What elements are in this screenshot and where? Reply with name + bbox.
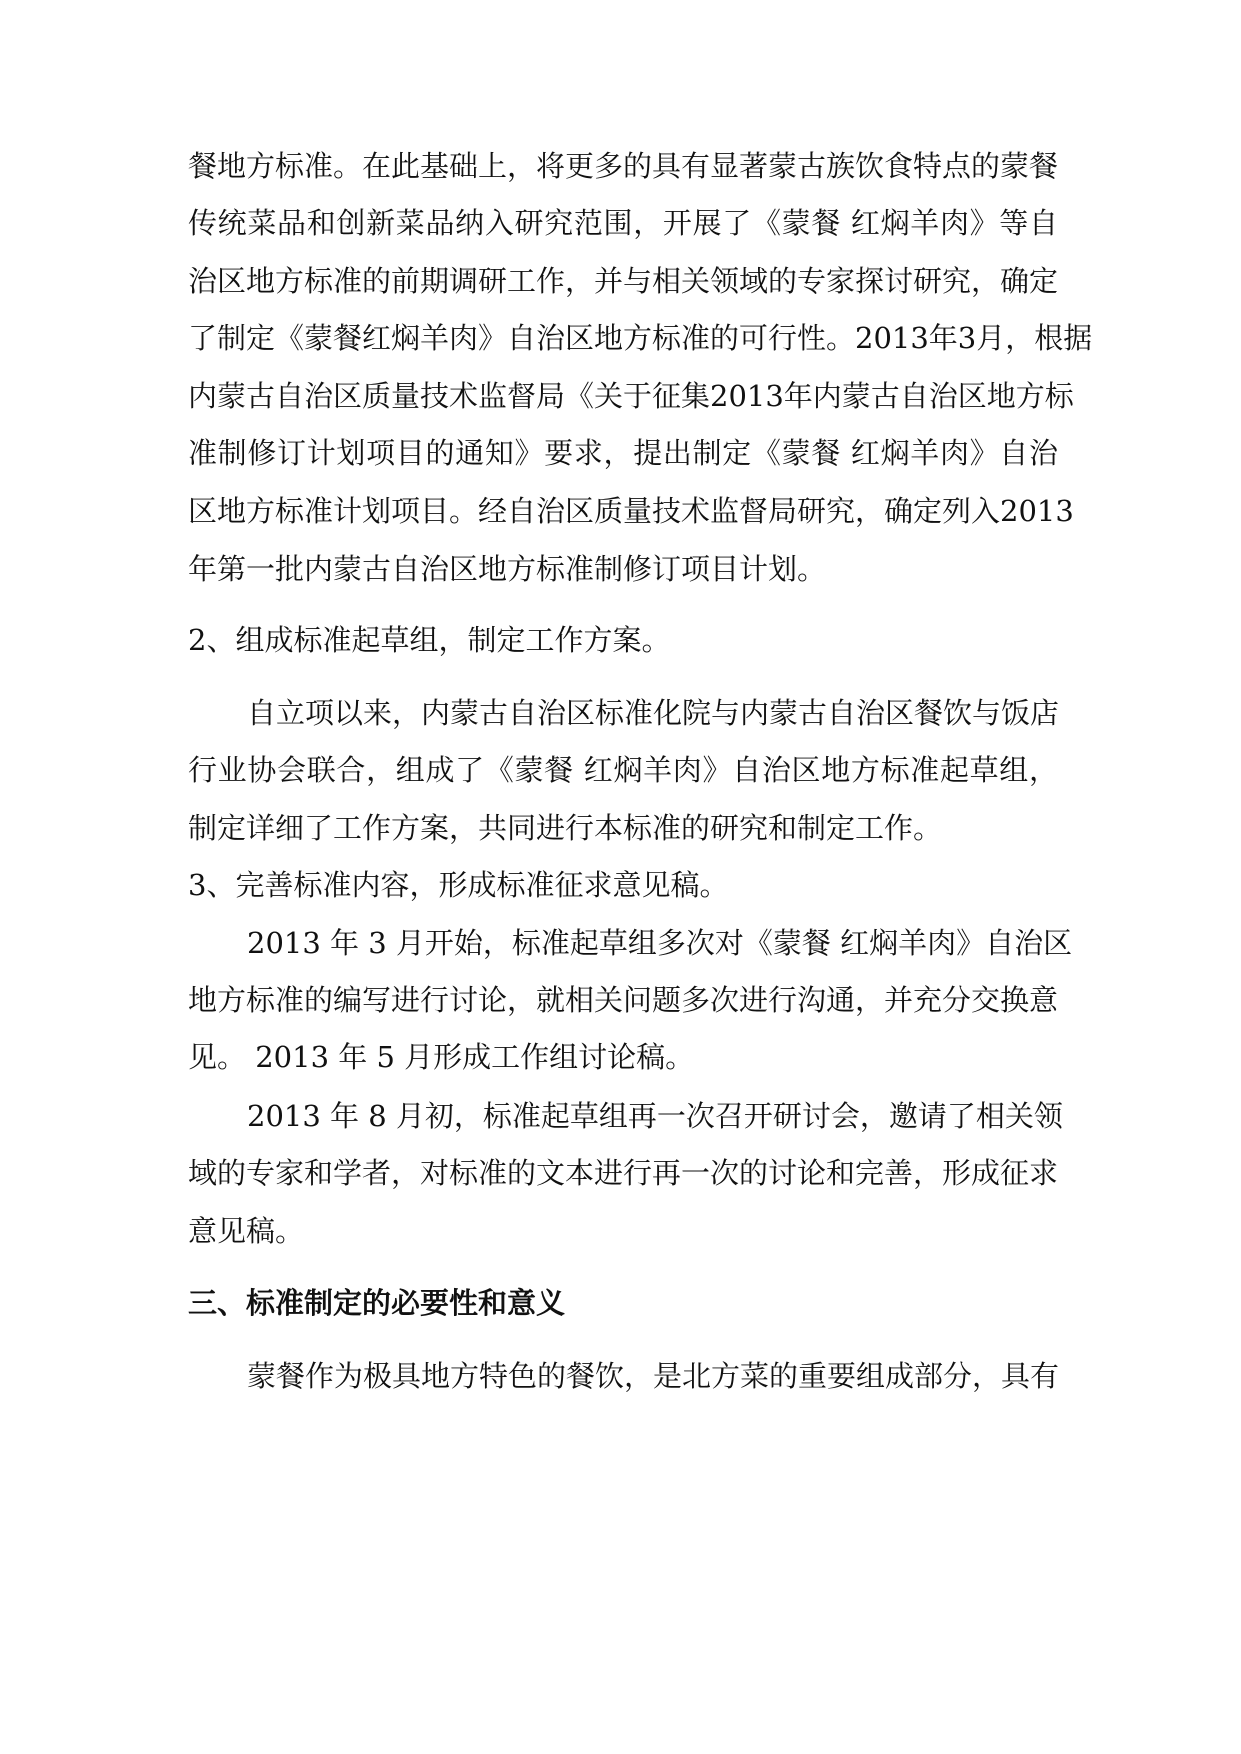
paragraph-line: 了制定《蒙餐红焖羊肉》自治区地方标准的可行性。2013年3月，根据	[188, 321, 1093, 355]
paragraph-line: 传统菜品和创新菜品纳入研究范围，开展了《蒙餐 红焖羊肉》等自	[188, 206, 1058, 240]
paragraph-line: 餐地方标准。在此基础上，将更多的具有显著蒙古族饮食特点的蒙餐	[188, 149, 1059, 183]
section-heading: 三、标准制定的必要性和意义	[188, 1286, 566, 1320]
paragraph-line: 年第一批内蒙古自治区地方标准制修订项目计划。	[188, 552, 827, 586]
paragraph-line: 地方标准的编写进行讨论，就相关问题多次进行沟通，并充分交换意	[188, 983, 1059, 1017]
paragraph-line: 蒙餐作为极具地方特色的餐饮，是北方菜的重要组成部分，具有	[247, 1359, 1060, 1393]
paragraph-line: 2013 年 8 月初，标准起草组再一次召开研讨会，邀请了相关领	[247, 1099, 1063, 1133]
paragraph-line: 见。 2013 年 5 月形成工作组讨论稿。	[188, 1040, 695, 1074]
section-item-2: 2、组成标准起草组，制定工作方案。	[188, 623, 671, 657]
paragraph-line: 内蒙古自治区质量技术监督局《关于征集2013年内蒙古自治区地方标	[188, 379, 1074, 413]
paragraph-line: 行业协会联合，组成了《蒙餐 红焖羊肉》自治区地方标准起草组，	[188, 753, 1058, 787]
paragraph-line: 区地方标准计划项目。经自治区质量技术监督局研究，确定列入2013	[188, 494, 1074, 528]
paragraph-line: 2013 年 3 月开始，标准起草组多次对《蒙餐 红焖羊肉》自治区	[247, 926, 1073, 960]
paragraph-line: 意见稿。	[188, 1214, 305, 1248]
paragraph-line: 自立项以来，内蒙古自治区标准化院与内蒙古自治区餐饮与饭店	[247, 696, 1060, 730]
paragraph-line: 域的专家和学者，对标准的文本进行再一次的讨论和完善，形成征求	[188, 1156, 1059, 1190]
section-item-3: 3、完善标准内容，形成标准征求意见稿。	[188, 868, 729, 902]
paragraph-line: 治区地方标准的前期调研工作，并与相关领域的专家探讨研究，确定	[188, 264, 1059, 298]
paragraph-line: 准制修订计划项目的通知》要求，提出制定《蒙餐 红焖羊肉》自治	[188, 436, 1058, 470]
paragraph-line: 制定详细了工作方案，共同进行本标准的研究和制定工作。	[188, 811, 943, 845]
